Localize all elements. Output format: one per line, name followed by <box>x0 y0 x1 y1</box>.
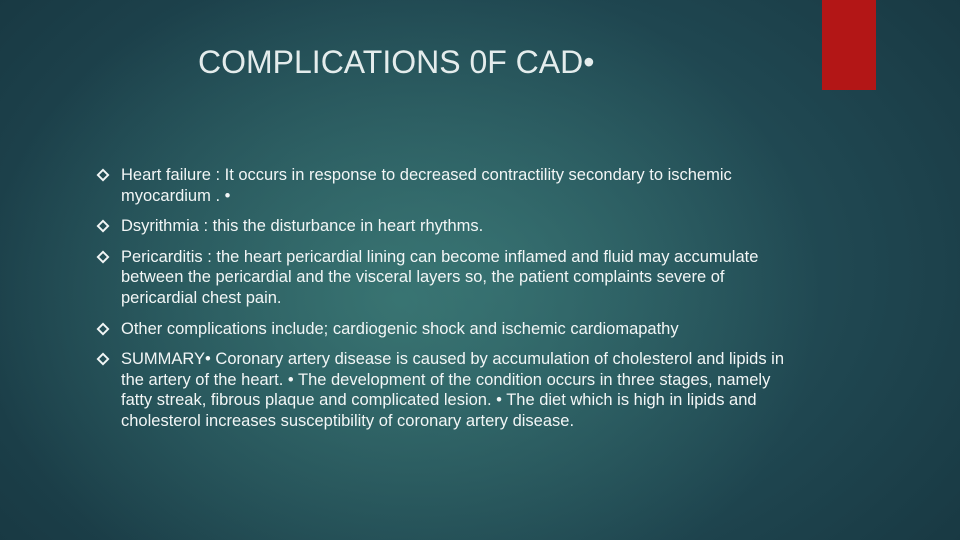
diamond-bullet-icon <box>96 219 110 233</box>
bullet-text: Heart failure : It occurs in response to decreased contractility secondary to ischemic myocardium . • <box>121 166 732 205</box>
diamond-bullet-icon <box>96 168 110 182</box>
accent-bar <box>822 0 876 90</box>
bullet-text: Other complications include; cardiogenic shock and ischemic cardiomapathy <box>121 319 679 338</box>
diamond-bullet-icon <box>96 322 110 336</box>
diamond-bullet-icon <box>96 352 110 366</box>
slide-title: COMPLICATIONS 0F CAD• <box>198 44 595 80</box>
bullet-dysrhythmia <box>96 216 796 237</box>
bullet-text: Dsyrithmia : this the disturbance in heart rhythms. <box>121 217 484 236</box>
bullet-list <box>96 165 796 442</box>
bullet-summary <box>96 349 796 431</box>
bullet-heart-failure <box>96 165 796 206</box>
bullet-other-complications <box>96 319 796 340</box>
bullet-text: Pericarditis : the heart pericardial lining can become inflamed and fluid may accumulate between the pericardial and the visceral layers so, the patient complaints severe of pericardial chest pain. <box>121 247 759 307</box>
bullet-text: SUMMARY• Coronary artery disease is caused by accumulation of cholesterol and lipids in the artery of the heart. • The development of the condition occurs in three stages, namely fatty streak, fibrous plaque and complicated lesion. • The diet which is high in lipids and cholesterol increases susceptibility of coronary artery disease. <box>121 350 785 430</box>
diamond-bullet-icon <box>96 250 110 264</box>
bullet-pericarditis <box>96 247 796 309</box>
